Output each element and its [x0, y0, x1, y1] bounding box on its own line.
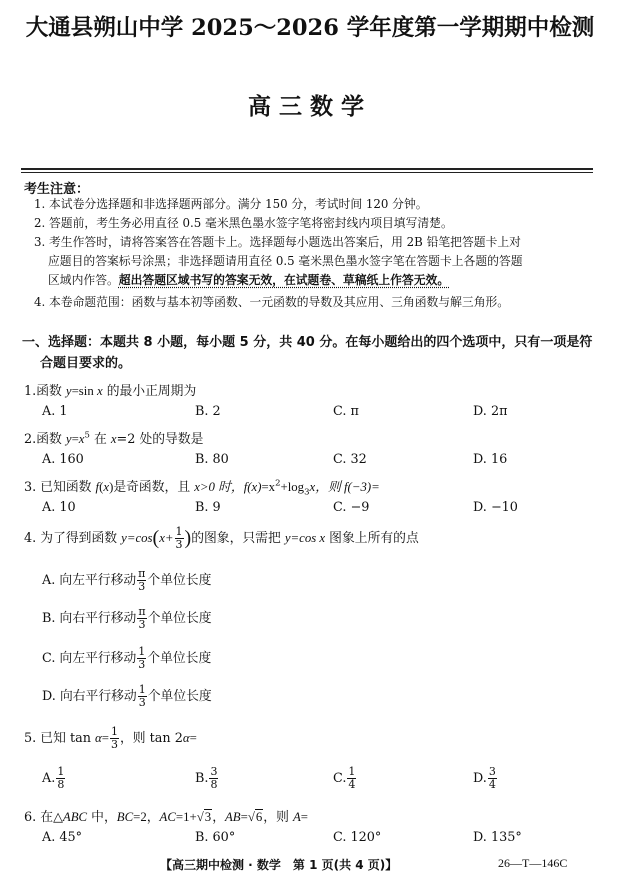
q2-option-c: C. 32 [333, 452, 367, 467]
q2-option-a: A. 160 [42, 452, 84, 467]
q2-var-x: x [78, 432, 85, 446]
q4-option-c: C. 向左平行移动 $\frac{1}{3}$ 个单位长度 [42, 645, 212, 671]
page-footer: 【高三期中检测 · 数学 第 1 页(共 4 页)】 [160, 858, 398, 872]
q1-eq: =sin [71, 384, 97, 398]
q6-option-b: B. 60° [195, 830, 236, 845]
q3-text-mid: 是奇函数，且 [113, 480, 195, 495]
notice-item-3-line-3 [48, 272, 449, 288]
q2-option-d: D. 16 [473, 452, 508, 467]
q3-log: +log [280, 480, 305, 494]
q3-option-a: A. 10 [42, 500, 76, 515]
q3-text-post: x，则 [309, 480, 344, 494]
q4-text-post2: 图象上所有的点 [325, 531, 419, 546]
header-rule-thick [21, 168, 593, 170]
q4-option-b: B. 向右平行移动 $\frac{\pi}{3}$ 个单位长度 [42, 605, 212, 631]
notice-item-3-emphasis: 超出答题区域书写的答案无效，在试题卷、草稿纸上作答无效。 [118, 273, 450, 287]
q5-option-c: C. $\frac{1}{4}$ [333, 765, 356, 791]
q4-fraction: $\frac{1}{3}$ [175, 525, 183, 551]
q5-alpha: α [95, 731, 102, 745]
exam-subject: 高三数学 [248, 94, 372, 120]
q2-number: 2. [24, 432, 37, 447]
notice-item-2: 2. 答题前，考生务必用直径 0.5 毫米黑色墨水签字笔将密封线内项目填写清楚。 [34, 216, 453, 230]
q1-var-y: y [65, 384, 72, 398]
q3-option-d: D. −10 [473, 500, 518, 515]
question-5: 5. 已知 tan α= $\frac{1}{3}$ ，则 tan 2α= [24, 725, 197, 751]
q2-exponent: 5 [84, 430, 90, 441]
question-3: 3. 已知函数 f(x)是奇函数，且 x>0 时，$f(x)=x^2+\log_3x$，则 f(−3)= [24, 478, 380, 498]
q2-eq: = [71, 432, 79, 446]
q3-var-x: x [103, 480, 110, 494]
q3-text-pre: 3. 已知函数 [24, 480, 96, 495]
header-rule-thin [21, 172, 593, 173]
q2-var-x2: x [110, 432, 117, 446]
notice-item-4: 4. 本卷命题范围：函数与基本初等函数、一元函数的导数及其应用、三角函数与解三角形。 [34, 295, 510, 309]
q1-number: 1. [24, 384, 37, 399]
q4-text-pre: 4. 为了得到函数 [24, 531, 122, 546]
q3-option-b: B. 9 [195, 500, 221, 515]
q4-inner: x+ [159, 531, 174, 545]
q5-text-post: ，则 tan 2 [119, 731, 183, 746]
notice-item-3-line-2: 应题目的答案标号涂黑；非选择题请用直径 0.5 毫米黑色墨水签字笔在答题卡上各题的答题 [48, 254, 523, 268]
section-1-line-2: 合题目要求的。 [40, 356, 132, 371]
notice-item-3-line-1: 3. 考生作答时，请将答案答在答题卡上。选择题每小题选出答案后，用 2B 铅笔把答题卡上对 [34, 235, 521, 249]
q1-var-x: x [96, 384, 103, 398]
q6-option-c: C. 120° [333, 830, 382, 845]
q3-condition: x>0 时， [194, 480, 244, 494]
q2-option-b: B. 80 [195, 452, 229, 467]
q5-text-pre: 5. 已知 tan [24, 731, 96, 746]
q5-option-b: B. $\frac{3}{8}$ [195, 765, 218, 791]
q2-var-y: y [65, 432, 72, 446]
q4-func: y=cos [121, 531, 153, 545]
q2-text-post: =2 处的导数是 [116, 432, 204, 447]
section-1-heading [22, 332, 602, 374]
exam-code: 26—T—146C [498, 856, 568, 870]
question-4: 4. 为了得到函数 y=cos(x+ $\frac{1}{3}$ )的图象，只需把 y=cos x 图象上所有的点 [24, 525, 419, 551]
q3-option-c: C. −9 [333, 500, 370, 515]
q1-option-d: D. 2π [473, 404, 508, 419]
q1-option-a: A. 1 [42, 404, 68, 419]
q3-ask: f(−3)= [344, 480, 380, 494]
q6-triangle: ABC [62, 810, 88, 824]
q6-sqrt6: 6 [255, 810, 263, 824]
q4-target-func: y=cos x [284, 531, 326, 545]
q4-option-a: A. 向左平行移动 $\frac{\pi}{3}$ 个单位长度 [42, 567, 212, 593]
q3-exponent: 2 [275, 478, 281, 489]
q4-text-post: 的图象，只需把 [191, 531, 285, 546]
q5-fraction: $\frac{1}{3}$ [110, 725, 118, 751]
notice-item-3-line-3-plain: 区域内作答。 [48, 273, 119, 287]
notice-item-1: 1. 本试卷分选择题和非选择题两部分。满分 150 分，考试时间 120 分钟。 [34, 197, 428, 211]
q2-text-mid: 在 [89, 432, 111, 447]
q3-log-base: 3 [304, 487, 310, 498]
q1-text-pre: 函数 [36, 384, 66, 399]
notice-heading: 考生注意： [24, 182, 90, 197]
q6-option-d: D. 135° [473, 830, 522, 845]
q6-option-a: A. 45° [42, 830, 83, 845]
q5-option-d: D. $\frac{3}{4}$ [473, 765, 496, 791]
q1-option-c: C. π [333, 404, 359, 419]
question-2 [24, 428, 203, 447]
q1-text-post: 的最小正周期为 [102, 384, 197, 399]
q3-definition: =x [261, 480, 276, 494]
q4-option-d: D. 向右平行移动 $\frac{1}{3}$ 个单位长度 [42, 683, 212, 709]
question-1 [24, 380, 196, 399]
q1-option-b: B. 2 [195, 404, 221, 419]
q5-option-a: A. $\frac{1}{8}$ [42, 765, 65, 791]
section-1-line-1: 一、选择题：本题共 8 小题，每小题 5 分，共 40 分。在每小题给出的四个选项中，只有一项是符 [22, 335, 593, 350]
exam-title: 大通县朔山中学 2025～2026 学年度第一学期期中检测 [25, 15, 595, 41]
question-6: 6. 在△ABC 中，BC=2，AC=1+√3，AB=√6，则 A= [24, 810, 308, 825]
q6-sqrt3: 3 [204, 810, 212, 824]
q3-func-f: f [95, 480, 100, 494]
q2-text-pre: 函数 [36, 432, 66, 447]
